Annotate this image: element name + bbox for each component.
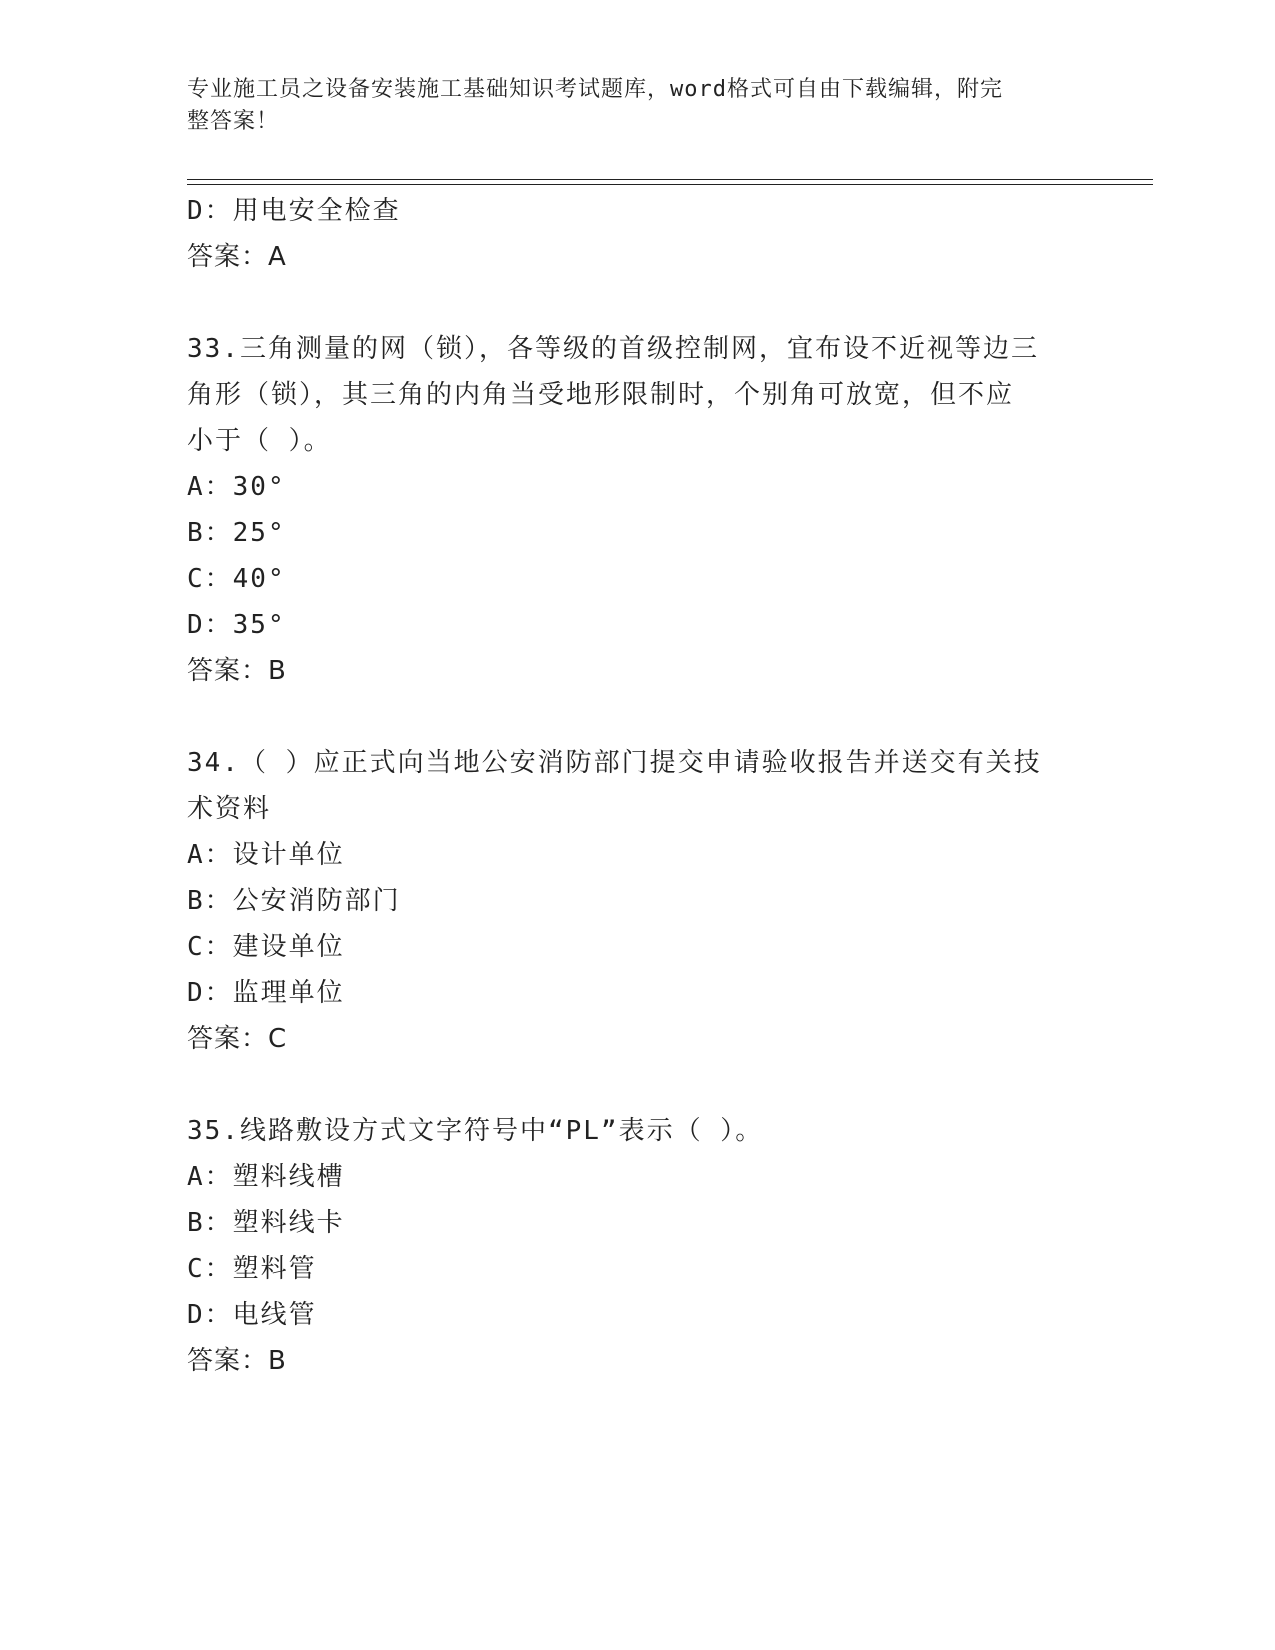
- option-a: A：30°: [187, 472, 286, 502]
- question-34: [187, 740, 1087, 1062]
- option-d: D：35°: [187, 610, 286, 640]
- option-c: C：塑料管: [187, 1254, 317, 1284]
- answer: 答案：A: [187, 242, 287, 272]
- question-text-line: 术资料: [187, 794, 272, 824]
- option-c: C：40°: [187, 564, 286, 594]
- option-b: B：25°: [187, 518, 286, 548]
- question-text-line: 35.线路敷设方式文字符号中“PL”表示（ ）。: [187, 1116, 764, 1146]
- option-a: A：设计单位: [187, 840, 345, 870]
- question-33: [187, 326, 1087, 694]
- option-d: D：监理单位: [187, 978, 345, 1008]
- header-line-2: 整答案！: [187, 109, 280, 134]
- header-divider-top: [187, 179, 1153, 180]
- answer: 答案：C: [187, 1024, 288, 1054]
- question-text-line: 角形（锁），其三角的内角当受地形限制时，个别角可放宽，但不应: [187, 380, 1015, 410]
- option-a: A：塑料线槽: [187, 1162, 345, 1192]
- option-d: D：电线管: [187, 1300, 317, 1330]
- option-b: B：塑料线卡: [187, 1208, 345, 1238]
- answer: 答案：B: [187, 656, 287, 686]
- question-35: [187, 1108, 1087, 1384]
- header-divider-bottom: [187, 184, 1153, 185]
- question-list: [187, 188, 1087, 1384]
- option-d: D：用电安全检查: [187, 196, 401, 226]
- option-b: B：公安消防部门: [187, 886, 401, 916]
- question-text-line: 小于（ ）。: [187, 426, 332, 456]
- question-text-line: 33.三角测量的网（锁），各等级的首级控制网，宜布设不近视等边三: [187, 334, 1039, 364]
- previous-question-tail: [187, 188, 1087, 280]
- question-text-line: 34.（ ）应正式向当地公安消防部门提交申请验收报告并送交有关技: [187, 748, 1042, 778]
- document-header: [187, 74, 1067, 138]
- header-line-1: 专业施工员之设备安装施工基础知识考试题库，word格式可自由下载编辑，附完: [187, 77, 1003, 102]
- answer: 答案：B: [187, 1346, 287, 1376]
- option-c: C：建设单位: [187, 932, 345, 962]
